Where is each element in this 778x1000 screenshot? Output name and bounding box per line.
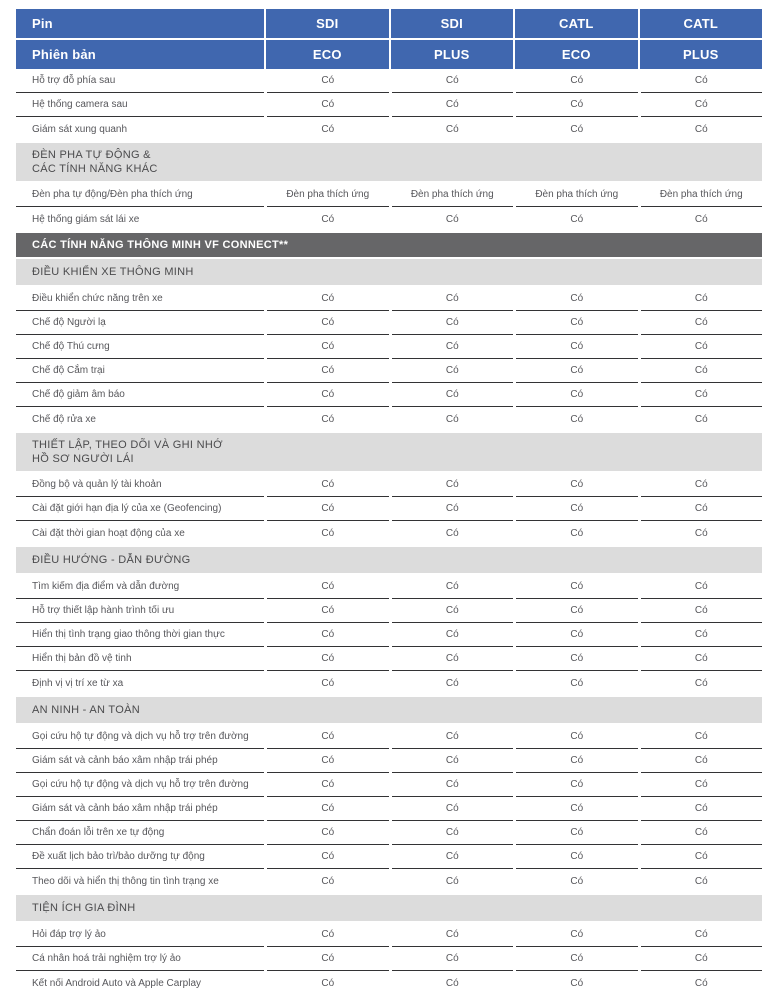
rows-group	[16, 287, 762, 431]
table-row	[16, 671, 762, 695]
table-row	[16, 749, 762, 773]
feature-value: Có	[392, 821, 514, 845]
feature-value: Có	[392, 93, 514, 117]
table-row	[16, 773, 762, 797]
table-row	[16, 359, 762, 383]
header-cell-battery-2: SDI	[391, 9, 514, 38]
table-row	[16, 521, 762, 545]
rows-group	[16, 473, 762, 545]
feature-value: Có	[641, 797, 763, 821]
feature-value: Có	[321, 123, 335, 135]
feature-value: Có	[267, 93, 389, 117]
feature-value: Có	[516, 725, 638, 749]
rows-group	[16, 575, 762, 695]
feature-value: Có	[641, 947, 763, 971]
table-header	[16, 9, 762, 69]
feature-value: Có	[392, 725, 514, 749]
feature-value: Có	[392, 383, 514, 407]
feature-label: Cài đặt giới hạn địa lý của xe (Geofencing)	[16, 497, 264, 521]
table-row	[16, 647, 762, 671]
feature-value: Có	[321, 213, 335, 225]
table-row	[16, 497, 762, 521]
feature-label: Hiển thị bản đồ vệ tinh	[16, 647, 264, 671]
feature-value: Có	[641, 69, 763, 93]
feature-value: Có	[392, 473, 514, 497]
feature-value: Có	[570, 875, 584, 887]
feature-value: Có	[694, 977, 708, 989]
feature-label: Điều khiển chức năng trên xe	[16, 287, 264, 311]
feature-value: Có	[516, 773, 638, 797]
feature-value: Đèn pha thích ứng	[516, 183, 638, 207]
feature-value: Có	[267, 69, 389, 93]
feature-value: Có	[267, 599, 389, 623]
feature-label: Hỗ trợ đỗ phía sau	[16, 69, 264, 93]
section-header-line: TIỆN ÍCH GIA ĐÌNH	[32, 902, 136, 914]
feature-label: Kết nối Android Auto và Apple Carplay	[32, 977, 202, 989]
table-row	[16, 287, 762, 311]
feature-value: Có	[392, 647, 514, 671]
feature-value: Có	[267, 497, 389, 521]
section-header	[16, 433, 762, 471]
feature-label: Đèn pha tự động/Đèn pha thích ứng	[16, 183, 264, 207]
feature-value: Có	[445, 875, 459, 887]
feature-value: Có	[267, 821, 389, 845]
feature-value: Có	[516, 647, 638, 671]
rows-group	[16, 183, 762, 231]
feature-value: Có	[641, 599, 763, 623]
feature-value: Có	[641, 93, 763, 117]
feature-value: Có	[516, 797, 638, 821]
feature-value: Có	[641, 821, 763, 845]
feature-label: Hỗ trợ thiết lập hành trình tối ưu	[16, 599, 264, 623]
feature-value: Có	[516, 359, 638, 383]
feature-value: Có	[694, 213, 708, 225]
feature-value: Có	[392, 287, 514, 311]
feature-value: Có	[641, 725, 763, 749]
table-row	[16, 575, 762, 599]
header-cell-version-label: Phiên bản	[16, 40, 264, 69]
feature-value: Có	[641, 287, 763, 311]
feature-label: Hỏi đáp trợ lý ảo	[16, 923, 264, 947]
table-row	[16, 923, 762, 947]
feature-value: Có	[694, 413, 708, 425]
feature-value: Có	[641, 383, 763, 407]
feature-value: Có	[392, 623, 514, 647]
feature-value: Có	[570, 213, 584, 225]
table-row	[16, 183, 762, 207]
feature-value: Có	[516, 821, 638, 845]
feature-value: Có	[641, 623, 763, 647]
feature-value: Có	[516, 69, 638, 93]
feature-value: Có	[392, 497, 514, 521]
feature-value: Có	[267, 725, 389, 749]
feature-value: Có	[267, 845, 389, 869]
feature-value: Có	[516, 623, 638, 647]
feature-value: Có	[321, 413, 335, 425]
feature-label: Gọi cứu hộ tự động và dịch vụ hỗ trợ trên đường	[16, 773, 264, 797]
table-body	[16, 69, 762, 995]
feature-value: Có	[445, 213, 459, 225]
table-row	[16, 473, 762, 497]
feature-label: Hệ thống camera sau	[16, 93, 264, 117]
feature-value: Có	[392, 359, 514, 383]
rows-group	[16, 69, 762, 141]
header-cell-version-3: ECO	[515, 40, 638, 69]
feature-value: Có	[392, 845, 514, 869]
feature-value: Có	[321, 875, 335, 887]
feature-value: Có	[641, 923, 763, 947]
feature-value: Đèn pha thích ứng	[267, 183, 389, 207]
feature-value: Có	[694, 123, 708, 135]
feature-label: Hệ thống giám sát lái xe	[32, 213, 140, 225]
feature-value: Có	[392, 749, 514, 773]
table-row	[16, 971, 762, 995]
feature-value: Có	[516, 575, 638, 599]
table-row	[16, 725, 762, 749]
feature-value: Có	[641, 647, 763, 671]
feature-value: Có	[694, 677, 708, 689]
feature-value: Có	[516, 599, 638, 623]
header-cell-battery-3: CATL	[515, 9, 638, 38]
rows-group	[16, 725, 762, 893]
feature-value: Có	[641, 311, 763, 335]
section-header-line: ĐIỀU HƯỚNG - DẪN ĐƯỜNG	[32, 554, 191, 566]
feature-label: Hiển thị tình trạng giao thông thời gian thực	[16, 623, 264, 647]
feature-value: Có	[392, 599, 514, 623]
feature-value: Có	[392, 773, 514, 797]
feature-value: Có	[392, 69, 514, 93]
feature-value: Có	[570, 977, 584, 989]
feature-value: Có	[516, 473, 638, 497]
header-cell-version-2: PLUS	[391, 40, 514, 69]
feature-value: Có	[267, 575, 389, 599]
feature-value: Có	[694, 527, 708, 539]
feature-value: Có	[516, 497, 638, 521]
header-cell-pin: Pin	[16, 9, 264, 38]
section-header-line: AN NINH - AN TOÀN	[32, 704, 140, 716]
feature-value: Có	[694, 875, 708, 887]
feature-value: Có	[392, 311, 514, 335]
feature-value: Có	[267, 311, 389, 335]
feature-value: Có	[641, 749, 763, 773]
header-cell-battery-4: CATL	[640, 9, 763, 38]
table-row	[16, 845, 762, 869]
feature-value: Có	[516, 923, 638, 947]
feature-value: Có	[516, 311, 638, 335]
table-row	[16, 947, 762, 971]
table-row	[16, 599, 762, 623]
feature-value: Có	[267, 647, 389, 671]
section-header	[16, 259, 762, 285]
table-row	[16, 207, 762, 231]
section-header-line: ĐÈN PHA TỰ ĐỘNG &	[32, 149, 151, 161]
feature-value: Có	[445, 413, 459, 425]
feature-value: Có	[641, 845, 763, 869]
section-header-line: HỒ SƠ NGƯỜI LÁI	[32, 453, 134, 465]
section-header-line: THIẾT LẬP, THEO DÕI VÀ GHI NHỚ	[32, 439, 223, 451]
table-row	[16, 335, 762, 359]
feature-label: Chế độ giảm âm báo	[16, 383, 264, 407]
header-cell-battery-1: SDI	[266, 9, 389, 38]
feature-value: Có	[267, 383, 389, 407]
feature-value: Có	[516, 287, 638, 311]
feature-value: Có	[392, 575, 514, 599]
feature-value: Có	[641, 473, 763, 497]
feature-value: Có	[516, 845, 638, 869]
section-header	[16, 697, 762, 723]
feature-value: Có	[321, 677, 335, 689]
feature-value: Có	[641, 335, 763, 359]
feature-value: Có	[445, 977, 459, 989]
feature-value: Có	[516, 947, 638, 971]
feature-label: Cài đặt thời gian hoạt động của xe	[32, 527, 185, 539]
feature-value: Có	[641, 359, 763, 383]
feature-value: Có	[392, 923, 514, 947]
feature-value: Đèn pha thích ứng	[641, 183, 763, 207]
feature-value: Có	[445, 677, 459, 689]
section-header	[16, 547, 762, 573]
feature-value: Có	[267, 923, 389, 947]
feature-label: Giám sát và cảnh báo xâm nhập trái phép	[16, 797, 264, 821]
dark-section-header: CÁC TÍNH NĂNG THÔNG MINH VF CONNECT**	[16, 233, 762, 257]
feature-value: Có	[267, 287, 389, 311]
feature-label: Giám sát và cảnh báo xâm nhập trái phép	[16, 749, 264, 773]
feature-label: Tìm kiếm địa điểm và dẫn đường	[16, 575, 264, 599]
feature-value: Có	[570, 123, 584, 135]
header-cell-version-4: PLUS	[640, 40, 763, 69]
feature-label: Chẩn đoán lỗi trên xe tự động	[16, 821, 264, 845]
table-row	[16, 407, 762, 431]
feature-label: Giám sát xung quanh	[32, 123, 128, 135]
table-row	[16, 311, 762, 335]
feature-value: Có	[445, 123, 459, 135]
table-row	[16, 821, 762, 845]
feature-value: Có	[321, 527, 335, 539]
section-header-line: CÁC TÍNH NĂNG KHÁC	[32, 163, 158, 175]
rows-group	[16, 923, 762, 995]
feature-label: Theo dõi và hiển thị thông tin tình trạng xe	[32, 875, 219, 887]
feature-value: Có	[267, 335, 389, 359]
table-row	[16, 623, 762, 647]
feature-value: Có	[267, 473, 389, 497]
feature-value: Có	[445, 527, 459, 539]
table-row	[16, 69, 762, 93]
feature-value: Có	[267, 623, 389, 647]
section-header-line: ĐIỀU KHIỂN XE THÔNG MINH	[32, 266, 194, 278]
feature-label: Đồng bộ và quản lý tài khoản	[16, 473, 264, 497]
section-header	[16, 895, 762, 921]
feature-label: Cá nhân hoá trải nghiệm trợ lý ảo	[16, 947, 264, 971]
feature-value: Có	[641, 497, 763, 521]
feature-value: Có	[516, 749, 638, 773]
feature-value: Có	[392, 335, 514, 359]
feature-label: Gọi cứu hộ tự động và dịch vụ hỗ trợ trên đường	[16, 725, 264, 749]
feature-value: Có	[516, 335, 638, 359]
table-row	[16, 869, 762, 893]
feature-label: Chế độ Thú cưng	[16, 335, 264, 359]
table-row	[16, 117, 762, 141]
feature-label: Chế độ rửa xe	[32, 413, 96, 425]
feature-label: Chế độ Người lạ	[16, 311, 264, 335]
feature-label: Đề xuất lịch bảo trì/bảo dưỡng tự động	[16, 845, 264, 869]
feature-value: Có	[641, 575, 763, 599]
header-cell-version-1: ECO	[266, 40, 389, 69]
feature-value: Có	[392, 947, 514, 971]
feature-value: Có	[392, 797, 514, 821]
feature-label: Định vị vị trí xe từ xa	[32, 677, 124, 689]
feature-value: Có	[267, 359, 389, 383]
feature-value: Có	[570, 527, 584, 539]
feature-value: Có	[641, 773, 763, 797]
section-header	[16, 143, 762, 181]
feature-value: Có	[570, 677, 584, 689]
feature-value: Có	[267, 797, 389, 821]
table-row	[16, 383, 762, 407]
feature-label: Chế độ Cắm trại	[16, 359, 264, 383]
feature-value: Có	[321, 977, 335, 989]
feature-value: Có	[516, 383, 638, 407]
feature-value: Có	[267, 947, 389, 971]
feature-value: Có	[267, 773, 389, 797]
feature-value: Có	[570, 413, 584, 425]
feature-value: Có	[267, 749, 389, 773]
table-row	[16, 93, 762, 117]
feature-value: Có	[516, 93, 638, 117]
feature-value: Đèn pha thích ứng	[392, 183, 514, 207]
table-row	[16, 797, 762, 821]
